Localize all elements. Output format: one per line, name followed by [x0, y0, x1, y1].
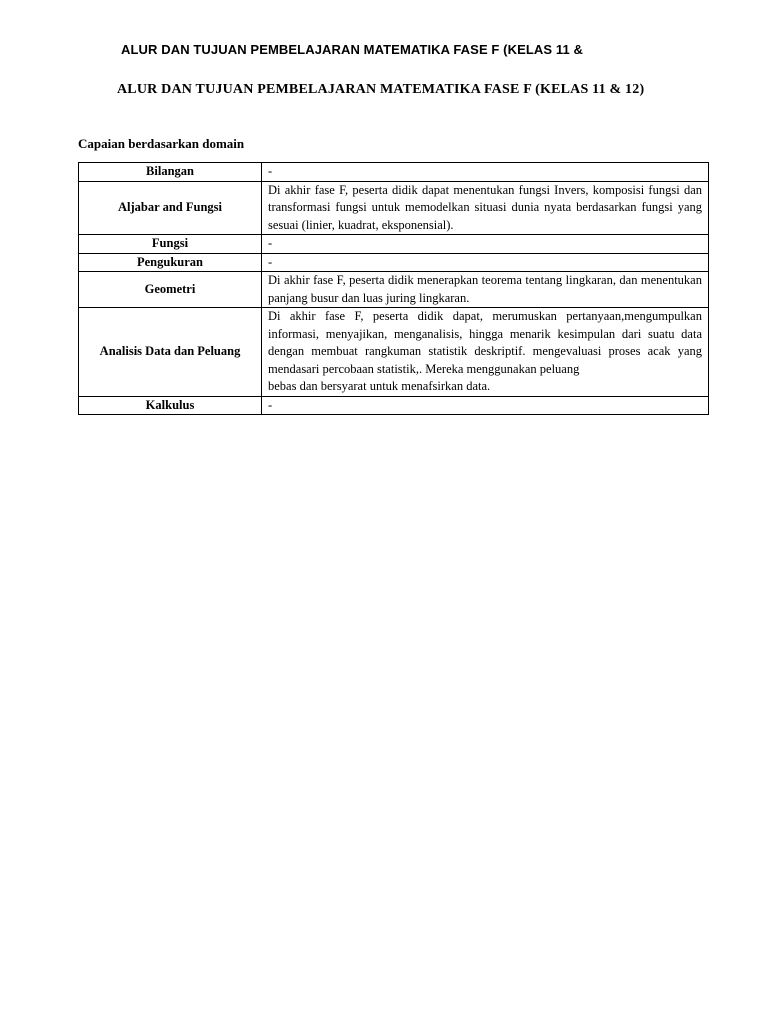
description-text: bebas dan bersyarat untuk menafsirkan data. — [268, 379, 491, 393]
description-text: - — [268, 164, 273, 178]
domain-description-cell — [262, 253, 709, 272]
domain-name-cell: Fungsi — [79, 235, 262, 254]
domain-description-cell — [262, 396, 709, 415]
section-label: Capaian berdasarkan domain — [78, 136, 245, 151]
table-row — [79, 308, 709, 397]
domain-name-cell: Aljabar and Fungsi — [79, 181, 262, 235]
description-text: Di akhir fase F, peserta didik dapat menentukan fungsi Invers, komposisi fungsi dan transformasi fungsi untuk memodelkan situasi dunia nyata berdasarkan fungsi yang sesuai (linier, kuadrat, eksponensial). — [268, 182, 702, 232]
table-row — [79, 253, 709, 272]
table-row — [79, 181, 709, 235]
domain-description-cell — [262, 163, 709, 182]
document-title: ALUR DAN TUJUAN PEMBELAJARAN MATEMATIKA FASE F (KELAS 11 & 12) — [117, 82, 645, 97]
description-text: - — [268, 397, 273, 412]
description-text: Di akhir fase F, peserta didik menerapkan teorema tentang lingkaran, dan menentukan panjang busur dan luas juring lingkaran. — [268, 273, 702, 305]
domain-name-cell: Geometri — [79, 272, 262, 308]
domain-name-cell: Pengukuran — [79, 253, 262, 272]
domain-description-cell — [262, 272, 709, 308]
table-row — [79, 235, 709, 254]
domain-description-cell — [262, 308, 709, 397]
description-text: Di akhir fase F, peserta didik dapat, merumuskan pertanyaan,mengumpulkan informasi, menyajikan, menganalisis, hingga menarik kesimpulan dari suatu data dengan membuat rangkuman statistik deskriptif. mengevaluasi proses acak yang mendasari percobaan statistik,. Mereka menggunakan peluang — [268, 309, 702, 376]
domain-table — [78, 162, 709, 415]
description-text: - — [268, 254, 273, 269]
table-row — [79, 163, 709, 182]
table-row — [79, 272, 709, 308]
domain-name-cell: Analisis Data dan Peluang — [79, 308, 262, 397]
domain-description-cell — [262, 181, 709, 235]
domain-name-cell: Kalkulus — [79, 396, 262, 415]
table-row — [79, 396, 709, 415]
domain-description-cell — [262, 235, 709, 254]
document-title-header: ALUR DAN TUJUAN PEMBELAJARAN MATEMATIKA FASE F (KELAS 11 & — [121, 42, 584, 57]
domain-name-cell: Bilangan — [79, 163, 262, 182]
description-text: - — [268, 236, 273, 250]
